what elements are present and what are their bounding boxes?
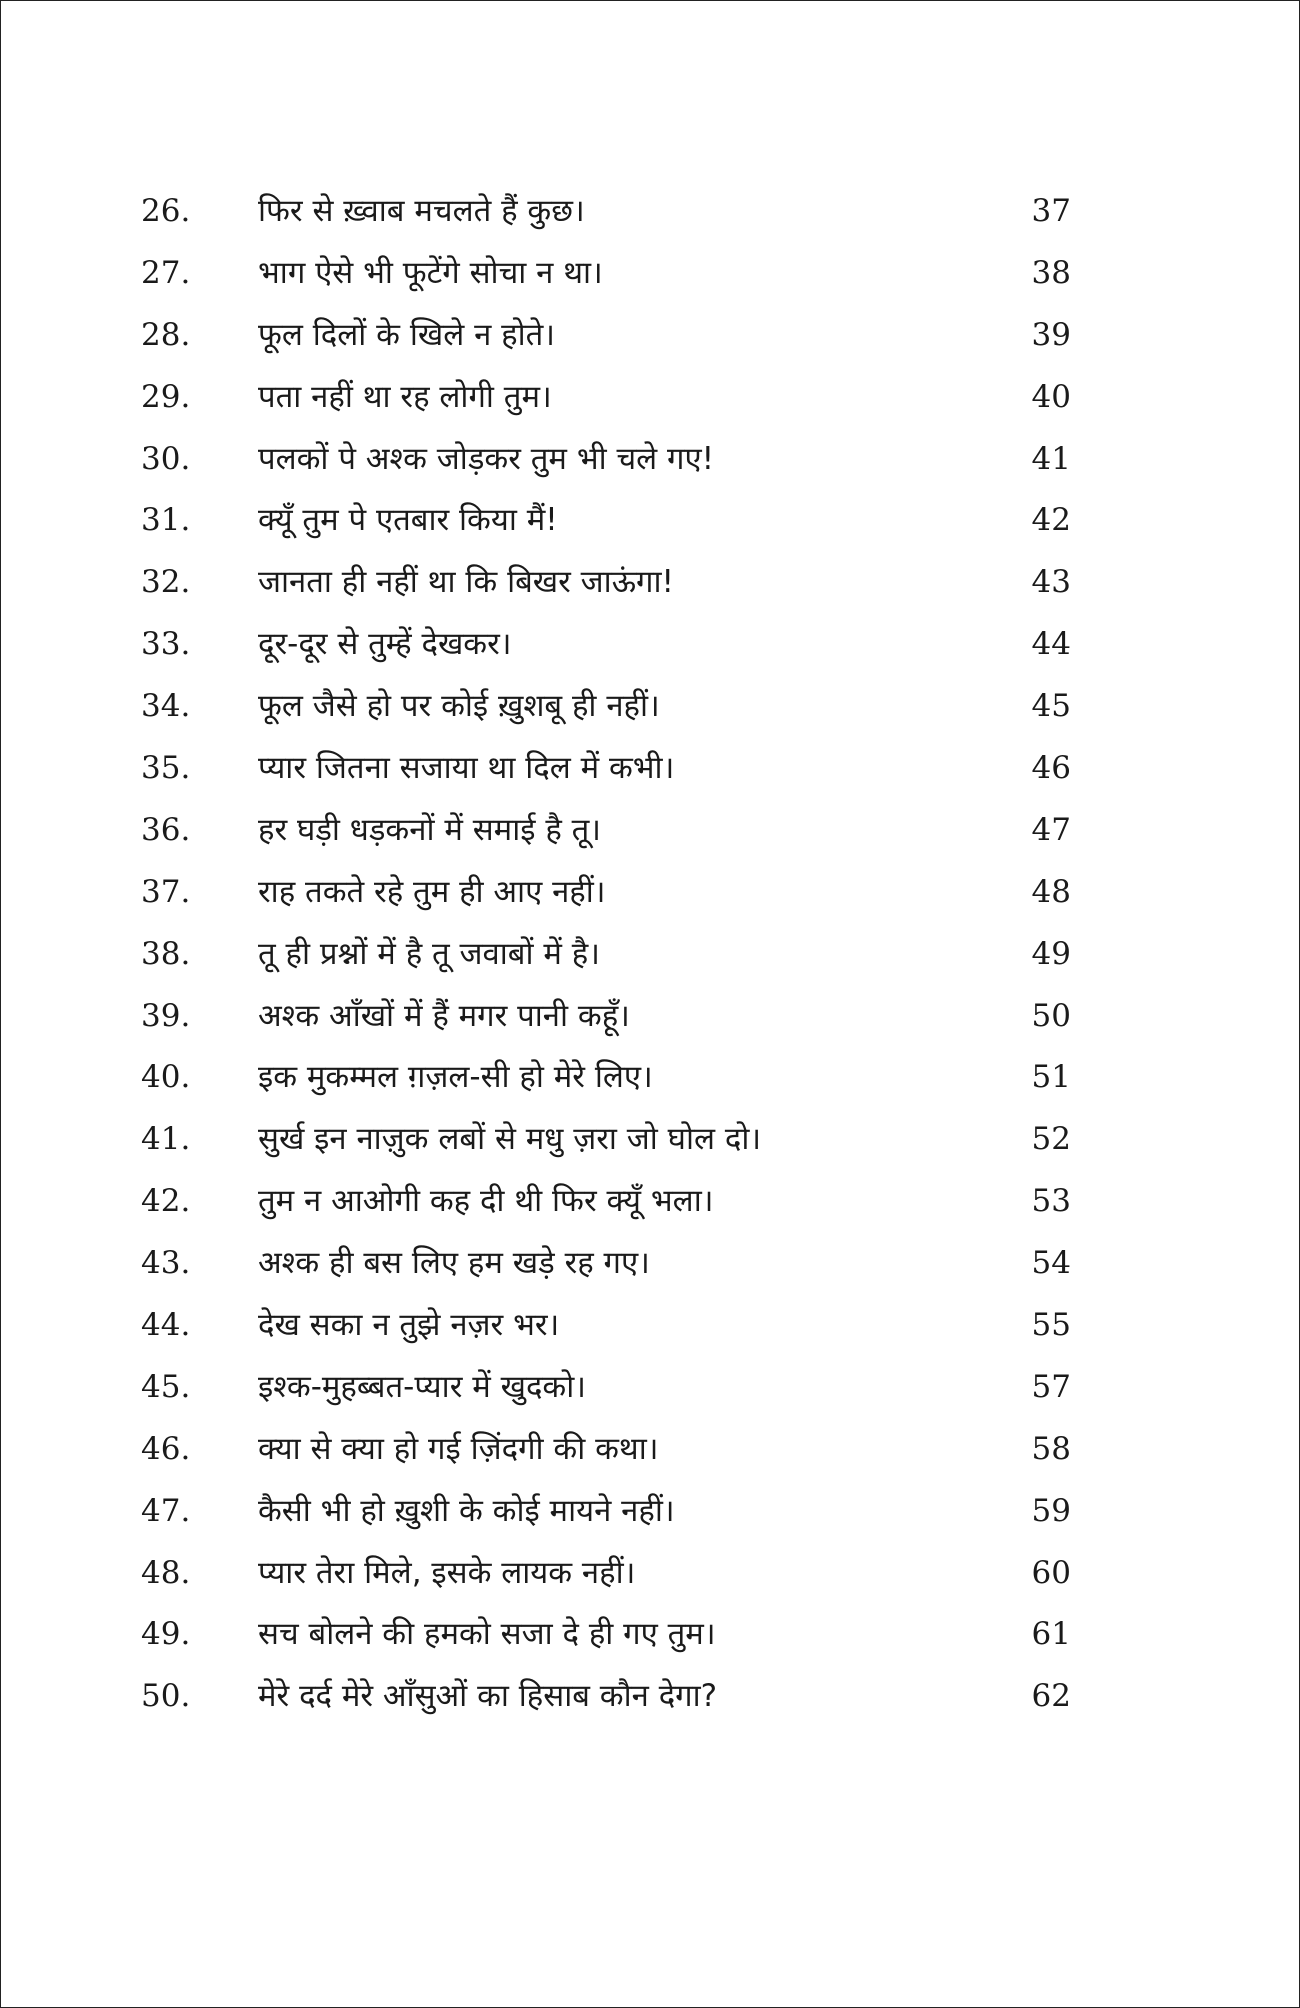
toc-entry xyxy=(141,614,1071,676)
entry-title: देख सका न तुझे नज़र भर। xyxy=(258,1307,560,1344)
entry-title: पता नहीं था रह लोगी तुम। xyxy=(258,378,552,415)
entry-page-number: 41 xyxy=(1031,440,1071,477)
entry-number: 38. xyxy=(141,935,191,972)
entry-title: अश्क आँखों में हैं मगर पानी कहूँ। xyxy=(258,997,630,1034)
toc-entry xyxy=(141,552,1071,614)
entry-page-number: 51 xyxy=(1031,1059,1071,1096)
entry-title: प्यार जितना सजाया था दिल में कभी। xyxy=(258,750,675,787)
entry-title: तू ही प्रश्नों में है तू जवाबों में है। xyxy=(258,935,600,972)
entry-number: 44. xyxy=(141,1307,191,1344)
entry-page-number: 47 xyxy=(1031,811,1071,848)
entry-number: 41. xyxy=(141,1121,191,1158)
toc-entry xyxy=(141,986,1071,1048)
toc-entry xyxy=(141,1171,1071,1233)
entry-title: अश्क ही बस लिए हम खड़े रह गए। xyxy=(258,1245,650,1282)
entry-title: भाग ऐसे भी फूटेंगे सोचा न था। xyxy=(258,254,603,291)
entry-title: पलकों पे अश्क जोड़कर तुम भी चले गए! xyxy=(258,440,715,477)
toc-entry xyxy=(141,1233,1071,1295)
toc-entry xyxy=(141,1357,1071,1419)
entry-number: 28. xyxy=(141,316,191,353)
toc-entry xyxy=(141,243,1071,305)
entry-title: इक मुकम्मल ग़ज़ल-सी हो मेरे लिए। xyxy=(258,1059,653,1096)
toc-entry xyxy=(141,429,1071,491)
entry-title: मेरे दर्द मेरे आँसुओं का हिसाब कौन देगा? xyxy=(258,1678,718,1715)
entry-page-number: 40 xyxy=(1031,378,1071,415)
toc-entry xyxy=(141,367,1071,429)
entry-title: सुर्ख इन नाज़ुक लबों से मधु ज़रा जो घोल दो। xyxy=(258,1121,762,1158)
entry-page-number: 48 xyxy=(1031,873,1071,910)
entry-page-number: 53 xyxy=(1031,1183,1071,1220)
entry-page-number: 54 xyxy=(1031,1245,1071,1282)
entry-number: 34. xyxy=(141,688,191,725)
toc-entry xyxy=(141,676,1071,738)
entry-page-number: 55 xyxy=(1031,1307,1071,1344)
entry-number: 29. xyxy=(141,378,191,415)
toc-entry xyxy=(141,1604,1071,1666)
entry-page-number: 39 xyxy=(1031,316,1071,353)
entry-title: फूल जैसे हो पर कोई ख़ुशबू ही नहीं। xyxy=(258,688,660,725)
entry-number: 40. xyxy=(141,1059,191,1096)
toc-entry xyxy=(141,862,1071,924)
entry-page-number: 62 xyxy=(1031,1678,1071,1715)
entry-number: 50. xyxy=(141,1678,191,1715)
entry-page-number: 52 xyxy=(1031,1121,1071,1158)
entry-page-number: 59 xyxy=(1031,1492,1071,1529)
entry-page-number: 44 xyxy=(1031,626,1071,663)
toc-entry xyxy=(141,738,1071,800)
table-of-contents xyxy=(141,181,1071,1728)
entry-page-number: 38 xyxy=(1031,254,1071,291)
toc-entry xyxy=(141,1295,1071,1357)
entry-number: 49. xyxy=(141,1616,191,1653)
entry-title: क्या से क्या हो गई ज़िंदगी की कथा। xyxy=(258,1430,659,1467)
entry-title: फिर से ख़्वाब मचलते हैं कुछ। xyxy=(258,193,585,229)
entry-page-number: 49 xyxy=(1031,935,1071,972)
entry-number: 36. xyxy=(141,811,191,848)
toc-entry xyxy=(141,1543,1071,1605)
entry-title: फूल दिलों के खिले न होते। xyxy=(258,316,556,353)
entry-page-number: 43 xyxy=(1031,564,1071,601)
entry-number: 30. xyxy=(141,440,191,477)
entry-page-number: 58 xyxy=(1031,1430,1071,1467)
entry-title: हर घड़ी धड़कनों में समाई है तू। xyxy=(258,811,602,848)
entry-page-number: 45 xyxy=(1031,688,1071,725)
entry-number: 42. xyxy=(141,1183,191,1220)
entry-number: 31. xyxy=(141,502,191,539)
entry-title: जानता ही नहीं था कि बिखर जाऊंगा! xyxy=(258,564,674,601)
entry-page-number: 42 xyxy=(1031,502,1071,539)
entry-number: 47. xyxy=(141,1492,191,1529)
entry-number: 33. xyxy=(141,626,191,663)
toc-entry xyxy=(141,1109,1071,1171)
entry-page-number: 60 xyxy=(1031,1554,1071,1591)
entry-number: 48. xyxy=(141,1554,191,1591)
entry-page-number: 50 xyxy=(1031,997,1071,1034)
toc-entry xyxy=(141,305,1071,367)
entry-page-number: 61 xyxy=(1031,1616,1071,1653)
toc-entry xyxy=(141,1666,1071,1728)
entry-title: इश्क-मुहब्बत-प्यार में खुदको। xyxy=(258,1368,587,1405)
entry-title: तुम न आओगी कह दी थी फिर क्यूँ भला। xyxy=(258,1183,714,1220)
toc-entry xyxy=(141,1047,1071,1109)
toc-entry xyxy=(141,1419,1071,1481)
entry-number: 37. xyxy=(141,873,191,910)
entry-number: 39. xyxy=(141,997,191,1034)
toc-entry xyxy=(141,924,1071,986)
toc-entry xyxy=(141,490,1071,552)
toc-entry xyxy=(141,1481,1071,1543)
entry-number: 46. xyxy=(141,1430,191,1467)
entry-title: सच बोलने की हमको सजा दे ही गए तुम। xyxy=(258,1616,716,1653)
entry-number: 27. xyxy=(141,254,191,291)
entry-number: 26. xyxy=(141,193,191,229)
toc-entry xyxy=(141,800,1071,862)
entry-page-number: 46 xyxy=(1031,750,1071,787)
entry-title: दूर-दूर से तुम्हें देखकर। xyxy=(258,626,512,663)
entry-number: 45. xyxy=(141,1368,191,1405)
entry-number: 43. xyxy=(141,1245,191,1282)
entry-title: प्यार तेरा मिले, इसके लायक नहीं। xyxy=(258,1554,636,1591)
entry-number: 32. xyxy=(141,564,191,601)
entry-title: कैसी भी हो ख़ुशी के कोई मायने नहीं। xyxy=(258,1492,675,1529)
entry-title: क्यूँ तुम पे एतबार किया मैं! xyxy=(258,502,558,539)
entry-page-number: 57 xyxy=(1031,1368,1071,1405)
toc-entry xyxy=(141,181,1071,243)
entry-title: राह तकते रहे तुम ही आए नहीं। xyxy=(258,873,606,910)
entry-number: 35. xyxy=(141,750,191,787)
entry-page-number: 37 xyxy=(1031,193,1071,229)
